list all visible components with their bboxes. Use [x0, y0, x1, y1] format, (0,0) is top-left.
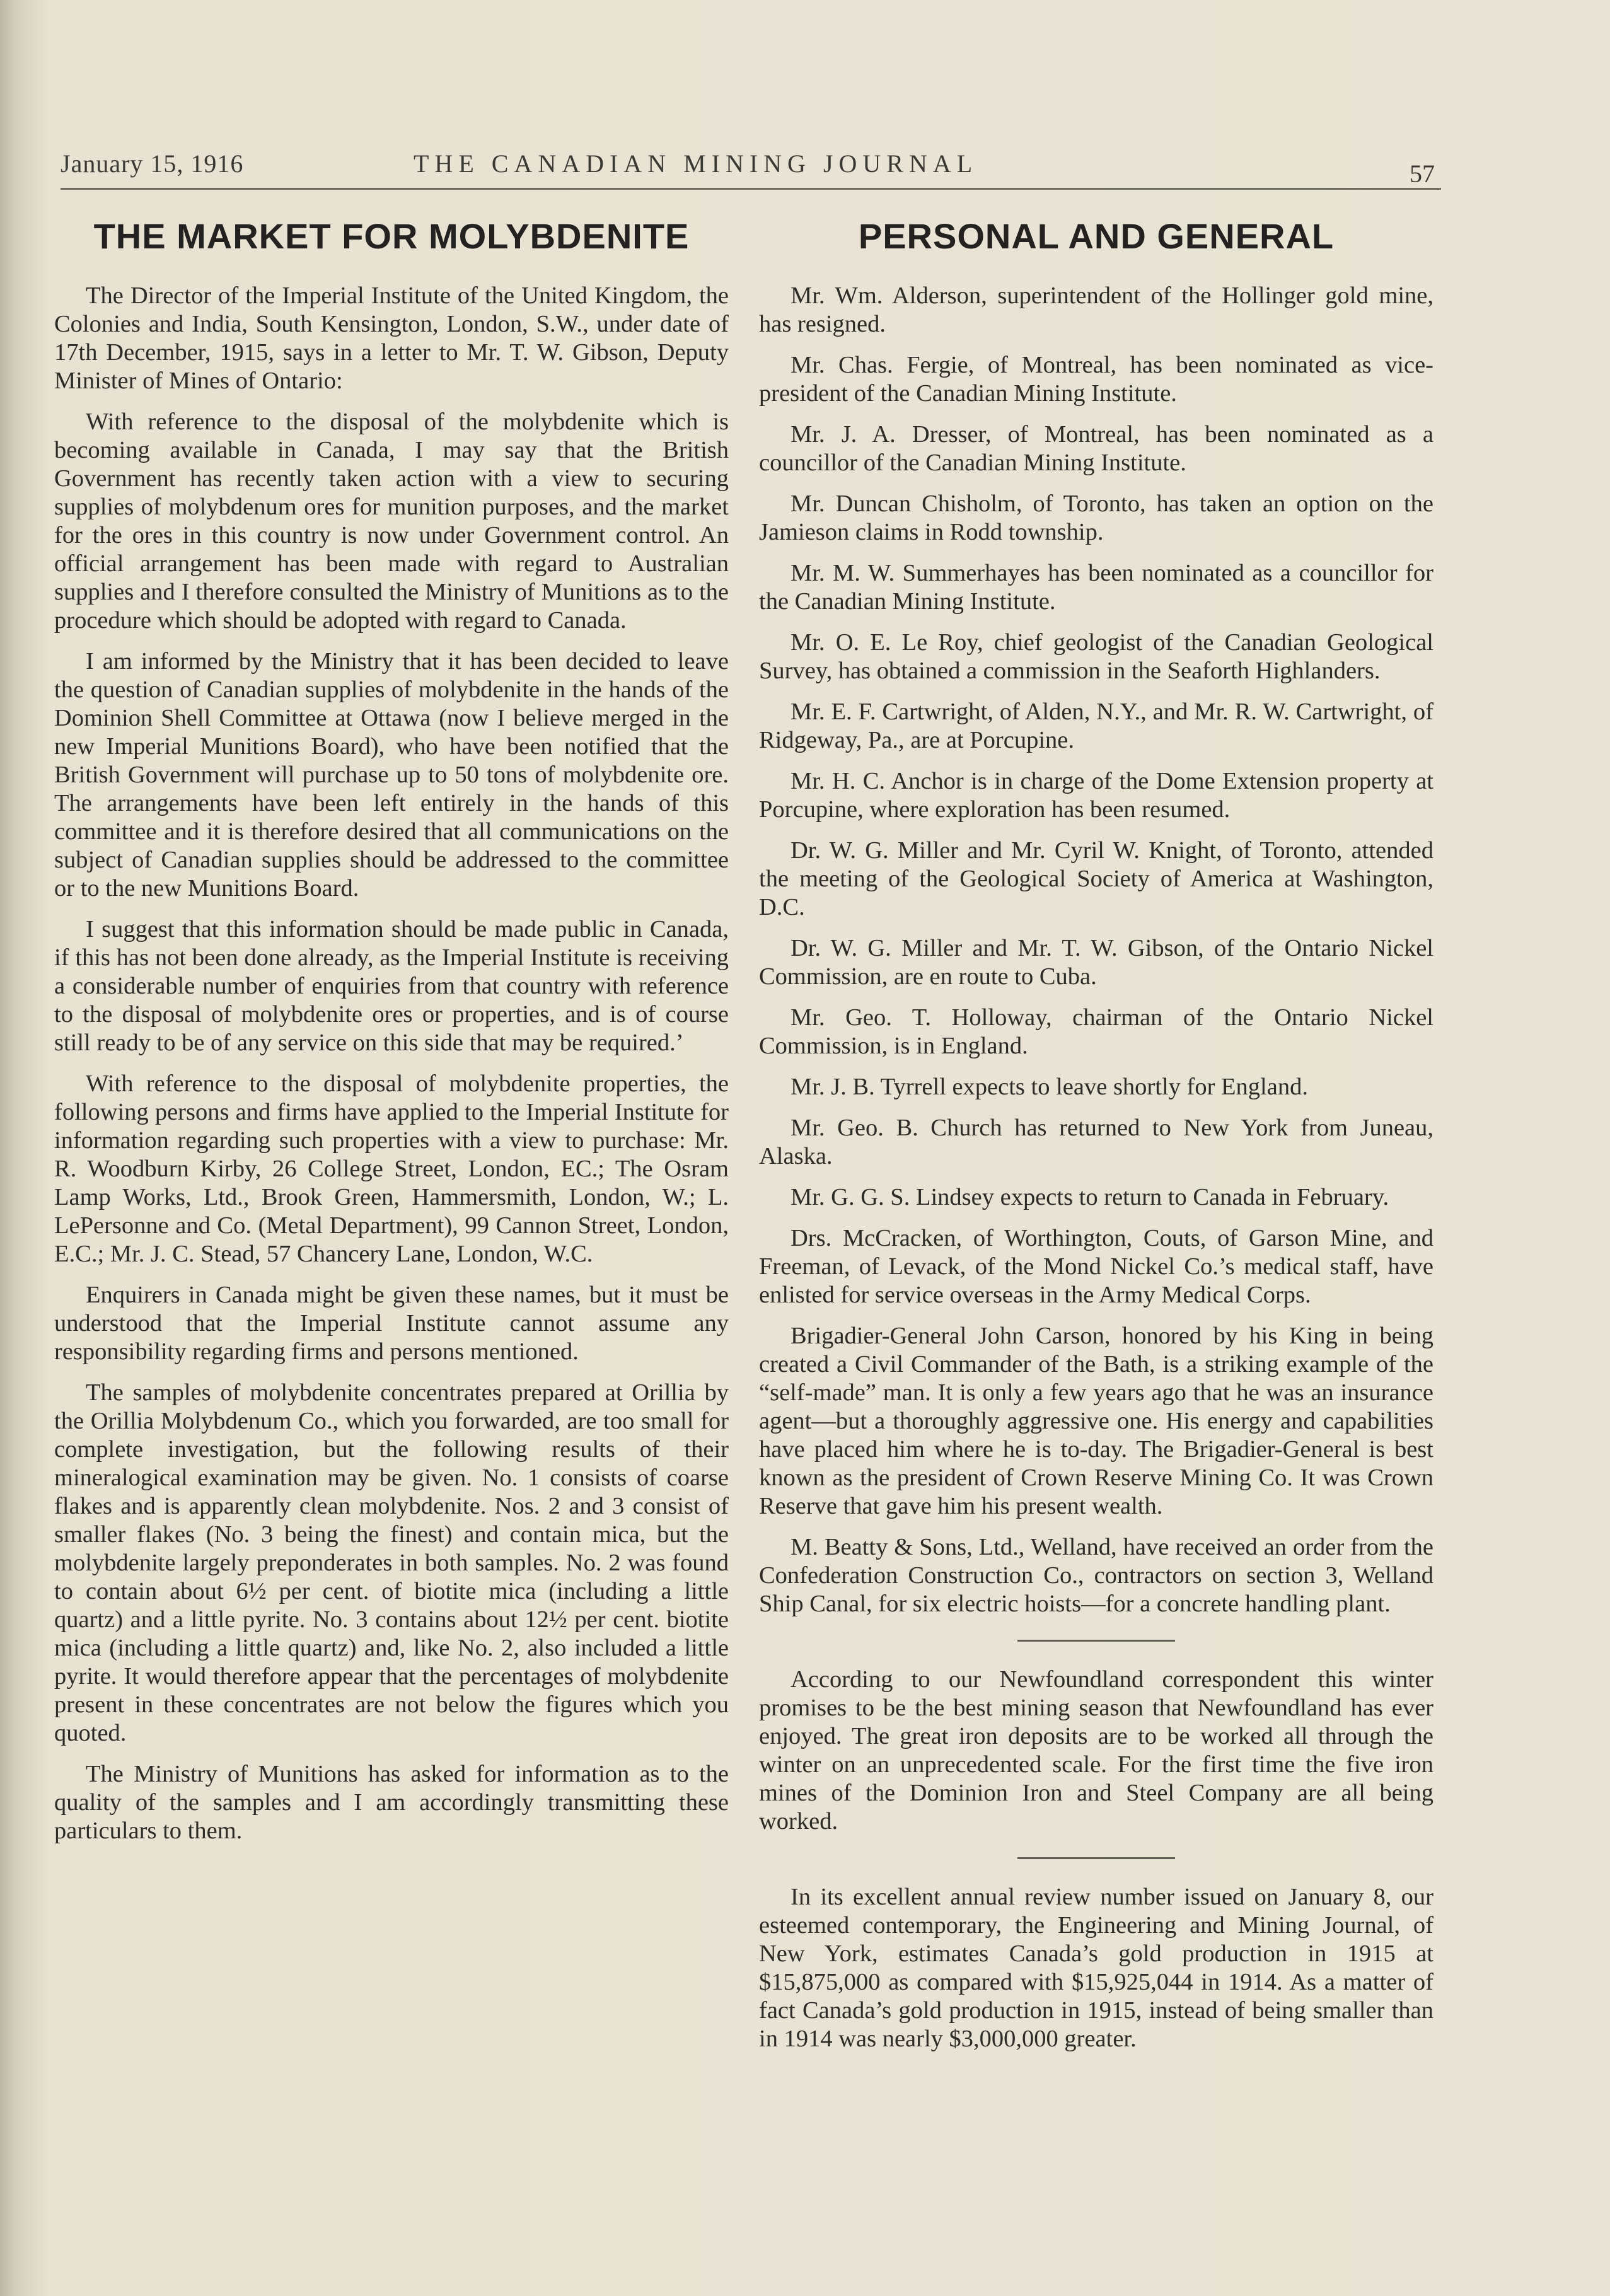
- news-item: Mr. Chas. Fergie, of Montreal, has been nominated as vice-president of the Canadian Mining Institute.: [759, 352, 1433, 407]
- news-item: Mr. M. W. Summerhayes has been nominated as a councillor for the Canadian Mining Institute.: [759, 560, 1433, 615]
- article-paragraph: Enquirers in Canada might be given these names, but it must be understood that the Imperial Institute cannot assume any responsibility regarding firms and persons mentioned.: [54, 1282, 729, 1365]
- section-divider: [1017, 1640, 1175, 1642]
- molybdenite-article-body: [54, 282, 729, 1845]
- news-item: Mr. Wm. Alderson, superintendent of the Hollinger gold mine, has resigned.: [759, 282, 1433, 337]
- molybdenite-article-title: THE MARKET FOR MOLYBDENITE: [93, 216, 690, 256]
- article-paragraph: With reference to the disposal of the molybdenite which is becoming available in Canada, I may say that the British Government has recently taken action with a view to securing supplies of molybdenum ores for munition purposes, and the market for the ores in this country is now under Government control. An official arrangement has been made with regard to Australian supplies and I therefore consulted the Ministry of Munitions as to the procedure which should be adopted with regard to Canada.: [54, 409, 729, 634]
- news-item: Mr. J. A. Dresser, of Montreal, has been nominated as a councillor of the Canadian Mining Institute.: [759, 421, 1433, 476]
- page-number: 57: [1410, 159, 1435, 188]
- news-item: M. Beatty & Sons, Ltd., Welland, have received an order from the Confederation Construction Co., contractors on section 3, Welland Ship Canal, for six electric hoists—for a concrete handling plant.: [759, 1534, 1433, 1617]
- article-paragraph: The samples of molybdenite concentrates prepared at Orillia by the Orillia Molybdenum Co., which you forwarded, are too small for complete investigation, but the following results of their mineralogical examination may be given. No. 1 consists of coarse flakes and is apparently clean molybdenite. Nos. 2 and 3 consist of smaller flakes (No. 3 being the finest) and contain mica, but the molybdenite largely preponderates in both samples. No. 2 was found to contain about 6½ per cent. of biotite mica (including a little quartz) and a little pyrite. No. 3 contains about 12½ per cent. biotite mica (including a little quartz) and, like No. 2, also included a little pyrite. It would therefore appear that the percentages of molybdenite present in these concentrates are not below the figures which you quoted.: [54, 1379, 729, 1746]
- news-item: Dr. W. G. Miller and Mr. T. W. Gibson, of the Ontario Nickel Commission, are en route to Cuba.: [759, 935, 1433, 990]
- personal-general-body: [759, 282, 1433, 1618]
- header-rule: [61, 188, 1441, 190]
- section-divider: [1017, 1857, 1175, 1859]
- news-item: Mr. O. E. Le Roy, chief geologist of the Canadian Geological Survey, has obtained a commission in the Seaforth Highlanders.: [759, 629, 1433, 684]
- news-item: Mr. Duncan Chisholm, of Toronto, has taken an option on the Jamieson claims in Rodd township.: [759, 490, 1433, 545]
- article-paragraph: With reference to the disposal of molybdenite properties, the following persons and firms have applied to the Imperial Institute for information regarding such properties with a view to purchase: Mr. R. Woodburn Kirby, 26 College Street, London, EC.; The Osram Lamp Works, Ltd., Brook Green, Hammersmith, London, W.; L. LePersonne and Co. (Metal Department), 99 Cannon Street, London, E.C.; Mr. J. C. Stead, 57 Chancery Lane, London, W.C.: [54, 1070, 729, 1267]
- running-header: [61, 144, 1435, 188]
- right-column: [759, 216, 1433, 2066]
- article-paragraph: The Director of the Imperial Institute of the United Kingdom, the Colonies and India, South Kensington, London, S.W., under date of 17th December, 1915, says in a letter to Mr. T. W. Gibson, Deputy Minister of Mines of Ontario:: [54, 282, 729, 394]
- newfoundland-paragraph: According to our Newfoundland correspondent this winter promises to be the best mining season that Newfoundland has ever enjoyed. The great iron deposits are to be worked all through the winter on an unprecedented scale. For the first time the five iron mines of the Dominion Iron and Steel Company are all being worked.: [759, 1666, 1433, 1835]
- news-item: Brigadier-General John Carson, honored by his King in being created a Civil Commander of the Bath, is a striking example of the “self-made” man. It is only a few years ago that he was an insurance agent—but a thoroughly aggressive one. His energy and capabilities have placed him where he is to-day. The Brigadier-General is best known as the president of Crown Reserve Mining Co. It was Crown Reserve that gave him his present wealth.: [759, 1323, 1433, 1519]
- news-item: Mr. G. G. S. Lindsey expects to return to Canada in February.: [791, 1184, 1389, 1210]
- issue-date: January 15, 1916: [61, 149, 244, 178]
- news-item: Mr. J. B. Tyrrell expects to leave shortly for England.: [791, 1074, 1308, 1100]
- article-paragraph: The Ministry of Munitions has asked for information as to the quality of the samples and I am accordingly transmitting these particulars to them.: [54, 1761, 729, 1844]
- news-item: Drs. McCracken, of Worthington, Couts, of Garson Mine, and Freeman, of Levack, of the Mond Nickel Co.’s medical staff, have enlisted for service overseas in the Army Medical Corps.: [759, 1225, 1433, 1308]
- left-column: [54, 216, 729, 1858]
- news-item: Dr. W. G. Miller and Mr. Cyril W. Knight, of Toronto, attended the meeting of the Geological Society of America at Washington, D.C.: [759, 837, 1433, 920]
- news-item: Mr. E. F. Cartwright, of Alden, N.Y., and Mr. R. W. Cartwright, of Ridgeway, Pa., are at Porcupine.: [759, 699, 1433, 753]
- gold-production-paragraph: In its excellent annual review number issued on January 8, our esteemed contemporary, the Engineering and Mining Journal, of New York, estimates Canada’s gold production in 1915 at $15,875,000 as compared with $15,925,044 in 1914. As a matter of fact Canada’s gold production in 1915, instead of being smaller than in 1914 was nearly $3,000,000 greater.: [759, 1884, 1433, 2052]
- news-item: Mr. Geo. B. Church has returned to New York from Juneau, Alaska.: [759, 1115, 1433, 1169]
- news-item: Mr. Geo. T. Holloway, chairman of the Ontario Nickel Commission, is in England.: [759, 1004, 1433, 1059]
- news-item: Mr. H. C. Anchor is in charge of the Dome Extension property at Porcupine, where exploration has been resumed.: [759, 768, 1433, 823]
- personal-general-title: PERSONAL AND GENERAL: [858, 216, 1335, 256]
- article-paragraph: I suggest that this information should be made public in Canada, if this has not been done already, as the Imperial Institute is receiving a considerable number of enquiries from that country with reference to the disposal of molybdenite ores or properties, and is of course still ready to be of any service on this side that may be required.’: [54, 916, 729, 1056]
- journal-title: THE CANADIAN MINING JOURNAL: [414, 149, 978, 178]
- article-paragraph: I am informed by the Ministry that it has been decided to leave the question of Canadian supplies of molybdenite in the hands of the Dominion Shell Committee at Ottawa (now I believe merged in the new Imperial Munitions Board), who have been notified that the British Government will purchase up to 50 tons of molybdenite ore. The arrangements have been left entirely in the hands of this committee and it is therefore desired that all communications on the subject of Canadian supplies should be addressed to the committee or to the new Munitions Board.: [54, 648, 729, 902]
